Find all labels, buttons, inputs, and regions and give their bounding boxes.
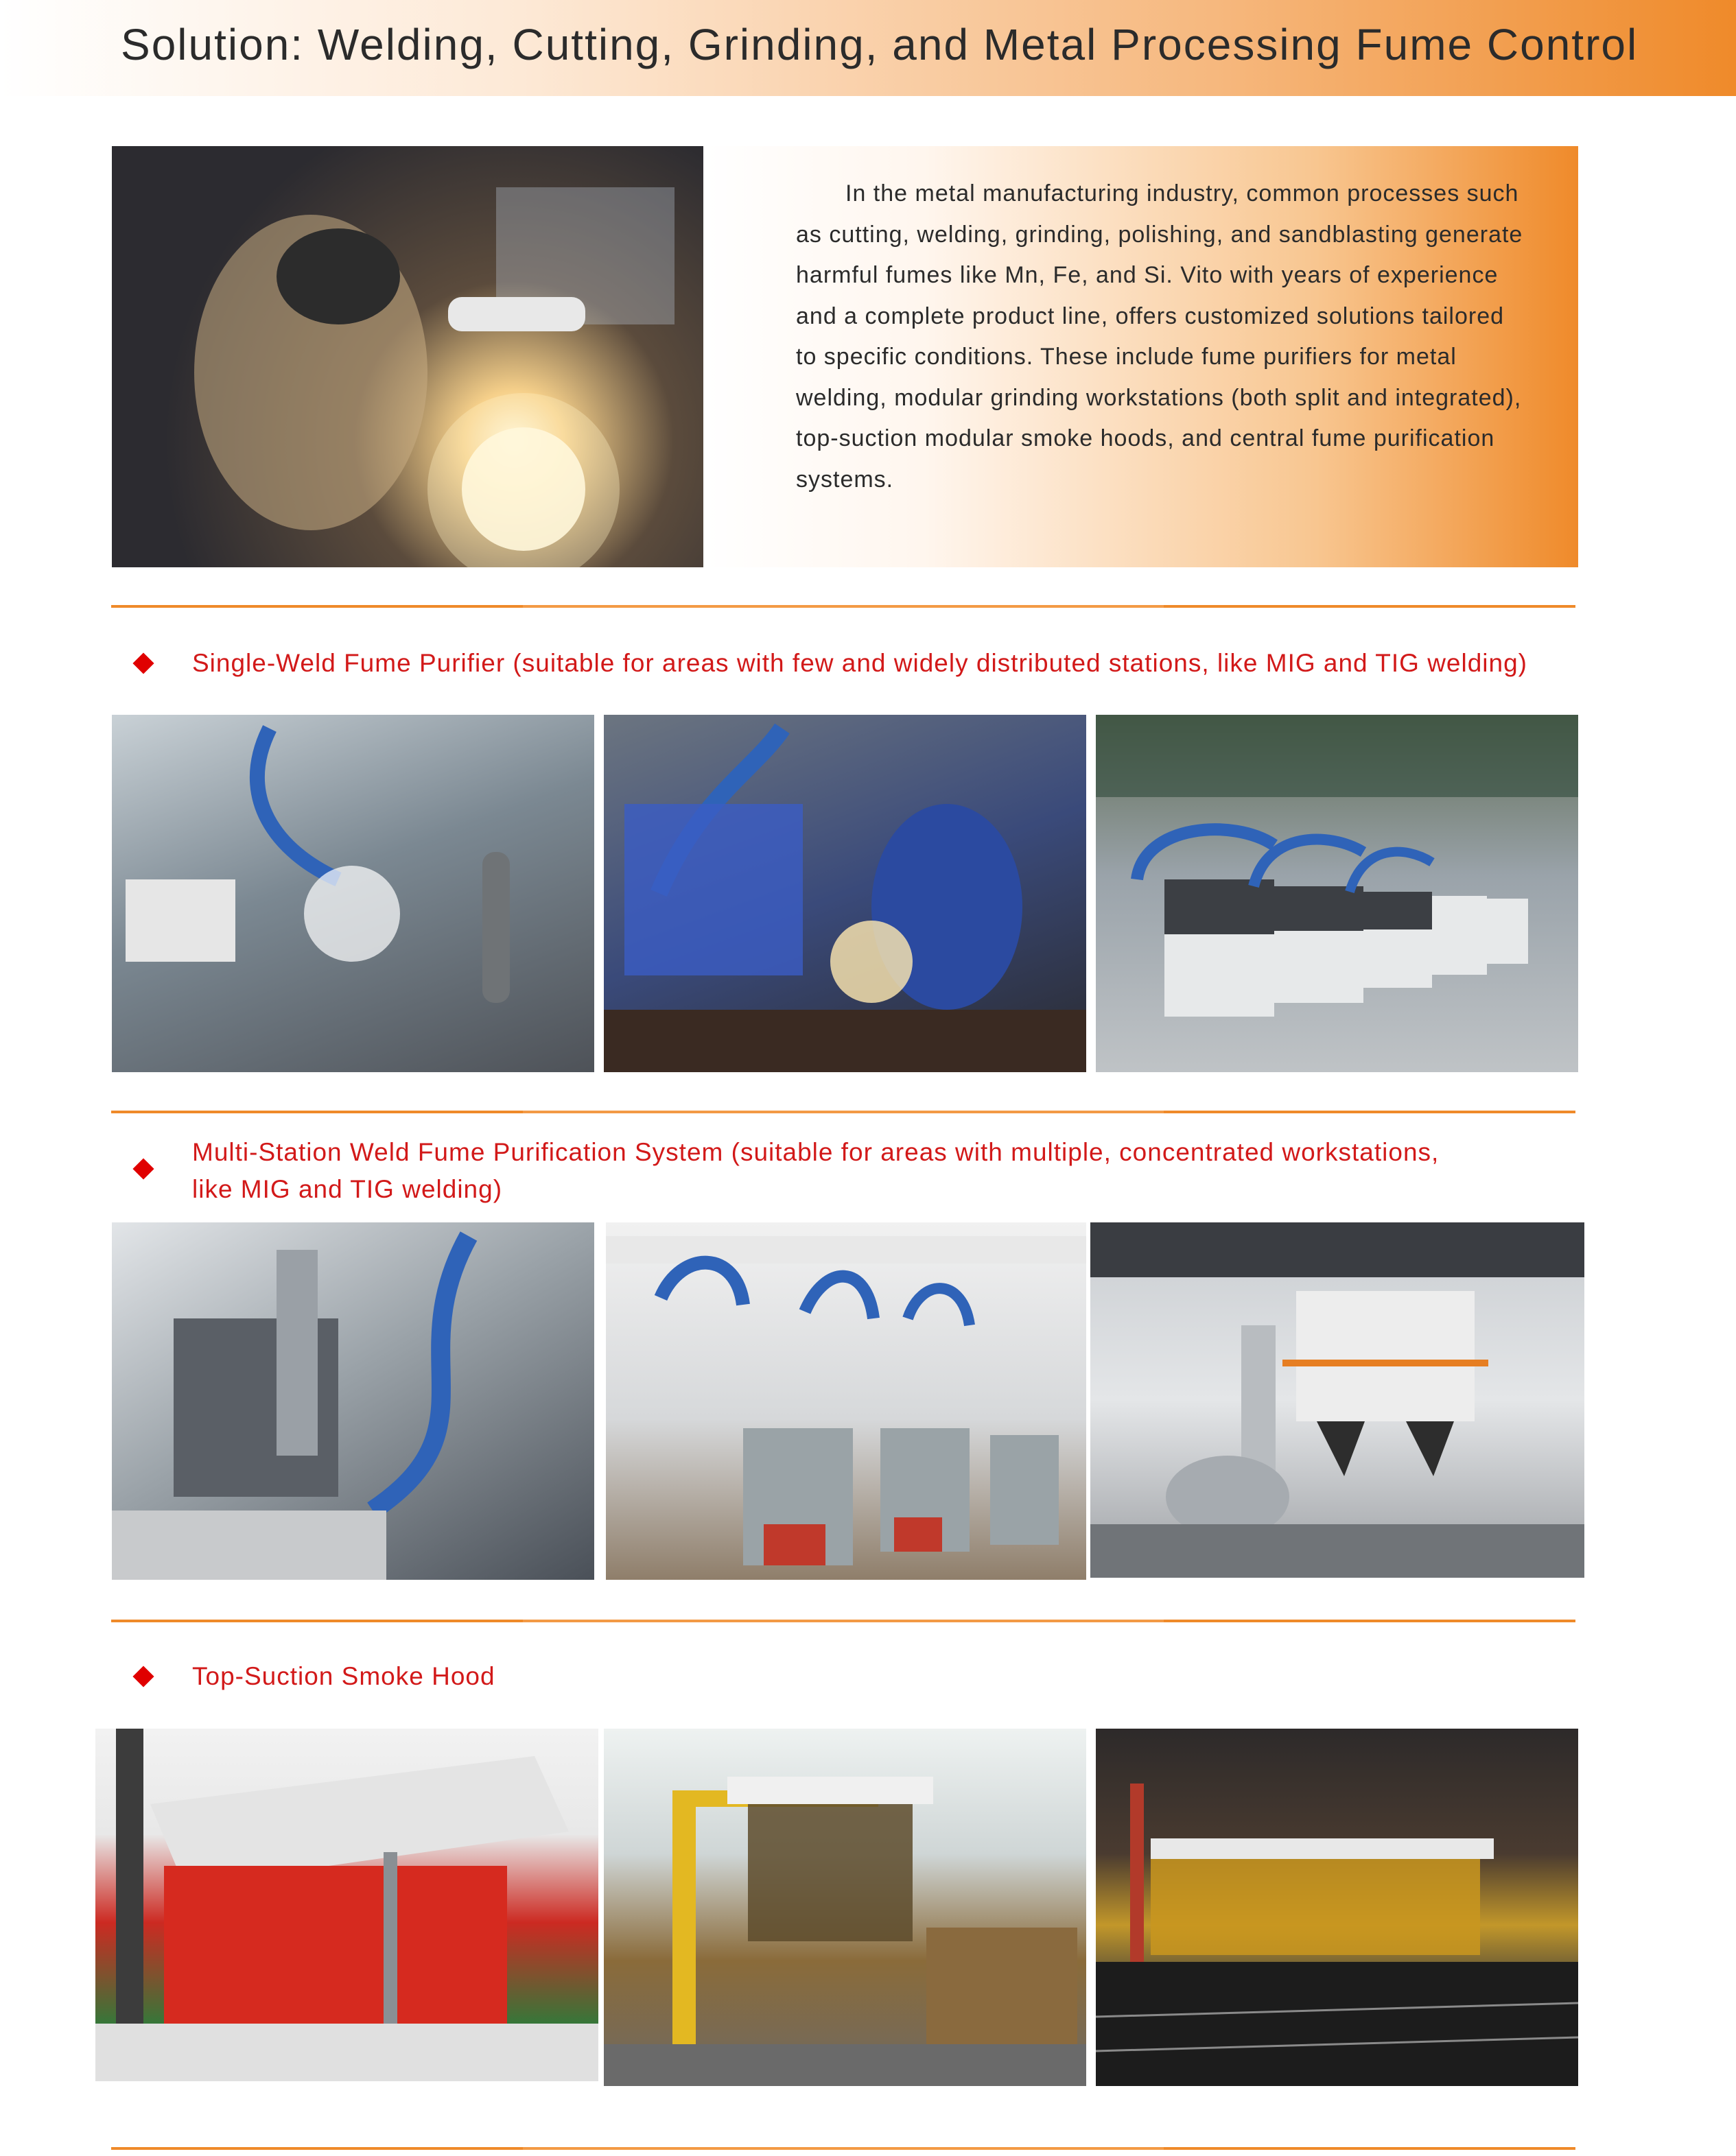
purifier-arm-illustration [112, 715, 594, 1072]
intro-panel [705, 146, 1578, 567]
intro-paragraph: In the metal manufacturing industry, common processes such as cutting, welding, grinding, polishing, and sandblasting generate harmful fumes like Mn, Fe, and Si. Vito with years of experience and a complete product line, offers customized solutions tailored to specific conditions. These include fume purifiers for metal welding, modular grinding workstations (both split and integrated), top-suction modular smoke hoods, and central fume purification systems. [796, 180, 1523, 493]
diamond-bullet-icon [132, 1666, 154, 1687]
single-weld-photo-3 [1096, 715, 1578, 1072]
welder-illustration [112, 146, 703, 567]
section-divider [111, 2147, 1575, 2150]
diamond-bullet-icon [132, 1158, 154, 1179]
robot-welding-illustration [112, 1222, 594, 1580]
title-banner [0, 0, 1736, 96]
jib-hood-illustration [604, 1729, 1086, 2086]
diamond-bullet-icon [132, 652, 154, 674]
page-title: Solution: Welding, Cutting, Grinding, and Metal Processing Fume Control [121, 20, 1639, 69]
grinding-illustration [604, 715, 1086, 1072]
section-title-line: Multi-Station Weld Fume Purification System (suitable for areas with multiple, concentrated workstations, [192, 1138, 1440, 1166]
section-title-top-suction: Top-Suction Smoke Hood [192, 1662, 495, 1690]
top-suction-photo-1 [95, 1729, 598, 2081]
central-purifier-illustration [1090, 1222, 1584, 1578]
section-divider [111, 1620, 1575, 1622]
welder-photo [112, 146, 703, 567]
multi-station-photo-2 [606, 1222, 1086, 1580]
section-title-line: like MIG and TIG welding) [192, 1175, 503, 1203]
top-suction-photo-3 [1096, 1729, 1578, 2086]
red-curtain-hood-illustration [95, 1729, 598, 2081]
single-weld-photo-2 [604, 715, 1086, 1072]
purifier-row-illustration [1096, 715, 1578, 1072]
section-title-single-weld: Single-Weld Fume Purifier (suitable for areas with few and widely distributed stations, like MIG and TIG welding) [192, 649, 1527, 677]
section-divider [111, 605, 1575, 608]
multi-station-photo-1 [112, 1222, 594, 1580]
single-weld-photo-1 [112, 715, 594, 1072]
multi-station-photo-3 [1090, 1222, 1584, 1578]
welding-booths-illustration [606, 1222, 1086, 1580]
top-suction-photo-2 [604, 1729, 1086, 2086]
section-divider [111, 1111, 1575, 1113]
large-hood-illustration [1096, 1729, 1578, 2086]
section-title-multi-station [192, 1134, 1439, 1208]
